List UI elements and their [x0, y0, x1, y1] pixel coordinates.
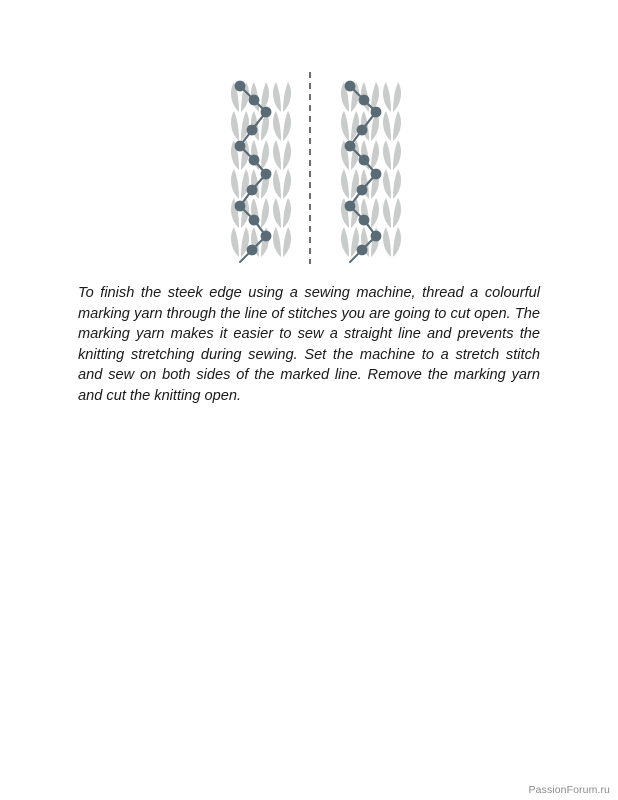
stitch-right-leaf: [283, 111, 291, 141]
stitch-left-leaf: [383, 111, 391, 141]
stitch-right-leaf: [261, 140, 269, 170]
stitch-right-leaf: [283, 82, 291, 112]
stitch-left-leaf: [383, 82, 391, 112]
marking-yarn-knot: [247, 125, 258, 136]
marking-yarn-knot: [359, 95, 370, 106]
stitch-right-leaf: [393, 169, 401, 199]
stitch-right-leaf: [393, 82, 401, 112]
stitch-right-leaf: [393, 227, 401, 257]
marking-yarn-knot: [371, 107, 382, 118]
marking-yarn-knot: [357, 185, 368, 196]
stitch-left-leaf: [273, 227, 281, 257]
marking-yarn-knot: [261, 231, 272, 242]
stitch-left-leaf: [383, 198, 391, 228]
marking-yarn-knot: [249, 155, 260, 166]
stitch-left-leaf: [383, 227, 391, 257]
marking-yarn-knot: [359, 215, 370, 226]
stitch-right-leaf: [371, 198, 379, 228]
stitch-left-leaf: [341, 169, 349, 199]
stitch-left-leaf: [341, 111, 349, 141]
stitch-right-leaf: [371, 140, 379, 170]
stitch-left-leaf: [273, 111, 281, 141]
steek-diagram: [226, 70, 402, 266]
stitch-right-leaf: [393, 111, 401, 141]
stitch-left-leaf: [383, 169, 391, 199]
stitch-right-leaf: [393, 198, 401, 228]
stitch-left-leaf: [341, 227, 349, 257]
stitch-left-leaf: [273, 82, 281, 112]
marking-yarn-knot: [345, 141, 356, 152]
knitting-diagram-svg: [226, 70, 402, 266]
stitch-left-leaf: [231, 169, 239, 199]
marking-yarn-knot: [247, 245, 258, 256]
marking-yarn-knot: [345, 201, 356, 212]
marking-yarn-knot: [249, 215, 260, 226]
marking-yarn-knot: [359, 155, 370, 166]
marking-yarn-knot: [261, 169, 272, 180]
stitch-left-leaf: [231, 111, 239, 141]
marking-yarn-knot: [235, 141, 246, 152]
stitch-left-leaf: [273, 140, 281, 170]
stitch-left-leaf: [231, 227, 239, 257]
stitch-right-leaf: [283, 169, 291, 199]
marking-yarn-knot: [235, 201, 246, 212]
instruction-paragraph: To finish the steek edge using a sewing machine, thread a colourful marking yarn through the line of stitches you are going to cut open. The marking yarn makes it easier to sew a straight line and prevents the knitting stretching during sewing. Set the machine to a stretch stitch and sew on both sides of the marked line. Remove the marking yarn and cut the knitting open.: [78, 285, 540, 404]
marking-yarn-knot: [371, 231, 382, 242]
stitch-right-leaf: [283, 227, 291, 257]
stitch-left-leaf: [273, 169, 281, 199]
marking-yarn-knot: [357, 125, 368, 136]
marking-yarn-knot: [247, 185, 258, 196]
marking-yarn-knot: [235, 81, 246, 92]
marking-yarn-knot: [261, 107, 272, 118]
marking-yarn-knot: [249, 95, 260, 106]
stitch-left-leaf: [383, 140, 391, 170]
watermark: PassionForum.ru: [528, 784, 610, 796]
stitch-right-leaf: [393, 140, 401, 170]
stitch-left-leaf: [273, 198, 281, 228]
stitch-right-leaf: [283, 198, 291, 228]
marking-yarn-knot: [345, 81, 356, 92]
stitch-right-leaf: [283, 140, 291, 170]
marking-yarn-knot: [357, 245, 368, 256]
stitch-right-leaf: [261, 198, 269, 228]
marking-yarn-knot: [371, 169, 382, 180]
